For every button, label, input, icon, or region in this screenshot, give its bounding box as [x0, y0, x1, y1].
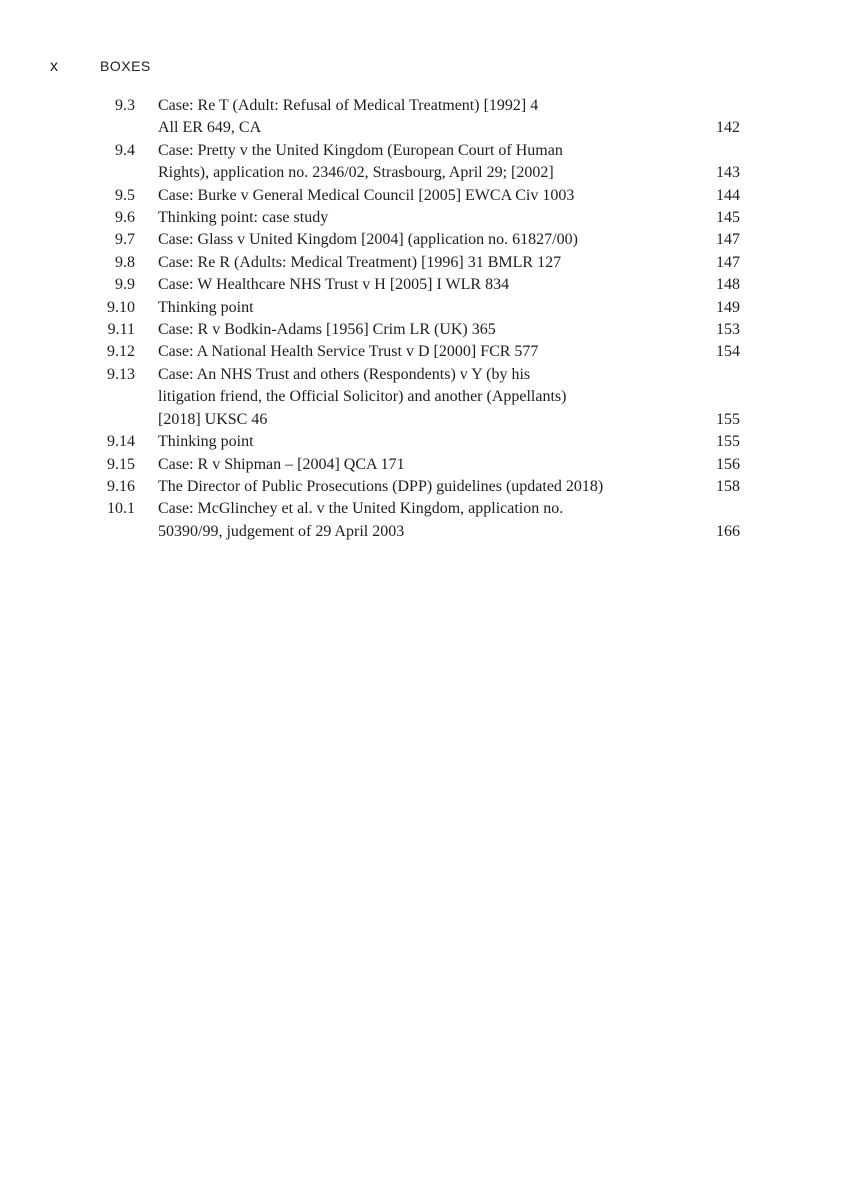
box-title-line: Rights), application no. 2346/02, Strasbourg, April 29; [2002] — [158, 164, 554, 182]
box-number: 9.13 — [107, 365, 135, 383]
page-number: 144 — [716, 186, 740, 204]
box-title — [158, 95, 700, 140]
box-number: 9.3 — [115, 97, 135, 114]
box-title — [158, 476, 700, 498]
box-number: 9.15 — [107, 455, 135, 473]
box-title — [158, 454, 700, 476]
list-item — [100, 297, 740, 319]
page-number: 147 — [716, 253, 740, 271]
list-item — [100, 229, 740, 251]
box-title — [158, 252, 700, 274]
box-number: 9.6 — [115, 209, 135, 227]
list-item — [100, 341, 740, 363]
box-number: 9.7 — [115, 231, 135, 249]
box-title — [158, 297, 700, 319]
box-title — [158, 274, 700, 296]
box-title-line: Case: An NHS Trust and others (Respondents) v Y (by his — [158, 365, 531, 383]
box-title — [158, 341, 700, 363]
box-number: 9.12 — [107, 343, 135, 361]
boxes-list — [100, 95, 740, 543]
box-title-line: Case: W Healthcare NHS Trust v H [2005] I WLR 834 — [158, 276, 510, 294]
page-number: 143 — [716, 164, 740, 182]
box-title-line: Case: Re R (Adults: Medical Treatment) [1996] 31 BMLR 127 — [158, 253, 562, 271]
page-number: 142 — [716, 119, 740, 137]
list-item — [100, 274, 740, 296]
box-title-line: 50390/99, judgement of 29 April 2003 — [158, 522, 405, 540]
box-number: 9.8 — [115, 253, 135, 271]
box-title — [158, 207, 700, 229]
page-number: 154 — [716, 343, 740, 361]
list-item — [100, 364, 740, 431]
page-number: 155 — [716, 433, 740, 451]
list-item — [100, 207, 740, 229]
box-title — [158, 140, 700, 185]
box-title — [158, 498, 700, 543]
box-title-line: Thinking point — [158, 298, 254, 316]
box-title-line: Case: Burke v General Medical Council [2005] EWCA Civ 1003 — [158, 186, 575, 204]
box-title-line: Thinking point: case study — [158, 209, 329, 227]
list-item — [100, 319, 740, 341]
list-item — [100, 498, 740, 543]
box-title — [158, 364, 700, 431]
box-title-line: Case: R v Shipman – [2004] QCA 171 — [158, 455, 405, 473]
box-title-line: Case: R v Bodkin-Adams [1956] Crim LR (UK) 365 — [158, 321, 496, 339]
page-number: 148 — [716, 276, 740, 294]
box-title-line: Case: Glass v United Kingdom [2004] (application no. 61827/00) — [158, 231, 578, 249]
section-label: BOXES — [100, 58, 151, 74]
box-title — [158, 431, 700, 453]
box-title-line: Case: Re T (Adult: Refusal of Medical Treatment) [1992] 4 — [158, 97, 539, 114]
box-title — [158, 185, 700, 207]
box-title-line: litigation friend, the Official Solicitor) and another (Appellants) — [158, 388, 567, 406]
box-number: 9.4 — [115, 141, 135, 159]
page-number: 145 — [716, 209, 740, 227]
box-number: 9.14 — [107, 433, 135, 451]
box-title-line: Case: McGlinchey et al. v the United Kingdom, application no. — [158, 500, 564, 518]
list-item — [100, 185, 740, 207]
box-number: 9.9 — [115, 276, 135, 294]
box-title-line: The Director of Public Prosecutions (DPP) guidelines (updated 2018) — [158, 477, 604, 495]
box-number: 9.10 — [107, 298, 135, 316]
box-number: 9.5 — [115, 186, 135, 204]
box-number: 10.1 — [107, 500, 135, 518]
box-title-line: Case: A National Health Service Trust v D [2000] FCR 577 — [158, 343, 539, 361]
page-number: 155 — [716, 410, 740, 428]
page-number: 147 — [716, 231, 740, 249]
page-number: 166 — [716, 522, 740, 540]
box-title-line: Case: Pretty v the United Kingdom (European Court of Human — [158, 141, 563, 159]
list-item — [100, 476, 740, 498]
page-folio: x — [50, 58, 58, 75]
box-number: 9.11 — [107, 321, 135, 339]
list-item — [100, 140, 740, 185]
box-title — [158, 229, 700, 251]
running-head — [50, 58, 151, 80]
box-title — [158, 319, 700, 341]
page-number: 156 — [716, 455, 740, 473]
page-number: 153 — [716, 321, 740, 339]
box-title-line: Thinking point — [158, 433, 254, 451]
box-title-line: [2018] UKSC 46 — [158, 410, 268, 428]
list-item — [100, 454, 740, 476]
list-item — [100, 431, 740, 453]
list-item — [100, 95, 740, 140]
page-number: 149 — [716, 298, 740, 316]
list-item — [100, 252, 740, 274]
page-number: 158 — [716, 477, 740, 495]
box-title-line: All ER 649, CA — [158, 119, 262, 137]
box-number: 9.16 — [107, 477, 135, 495]
